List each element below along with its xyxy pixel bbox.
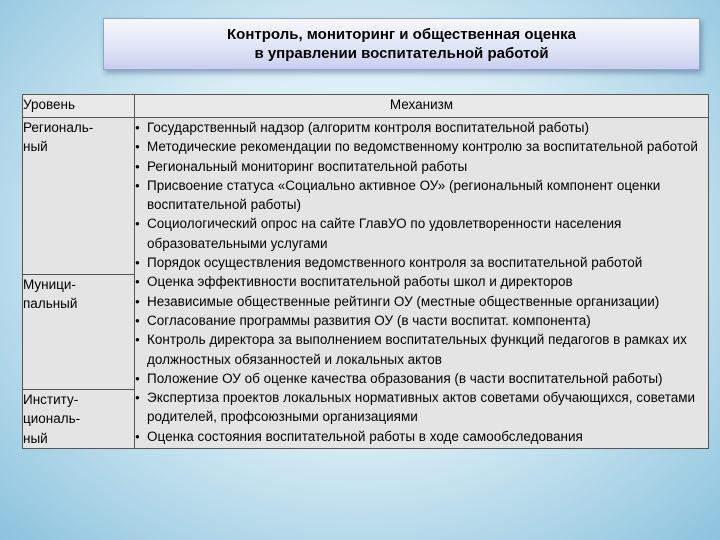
header-mechanism: Механизм: [135, 95, 709, 118]
level-label-regional: Региональ- ный: [23, 120, 94, 155]
mechanism-list: [135, 118, 708, 446]
list-item: ● Согласование программы развития ОУ (в части воспитат. компонента): [135, 311, 708, 330]
title-box: [103, 18, 700, 70]
list-item: ● Оценка эффективности воспитательной работы школ и директоров: [135, 272, 708, 291]
table-body-row: [23, 118, 709, 275]
level-label-municipal: Муници- пальный: [23, 277, 78, 312]
list-item: ● Независимые общественные рейтинги ОУ (местные общественные организации): [135, 292, 708, 311]
list-item: ● Присвоение статуса «Социально активное ОУ» (региональный компонент оценки воспитательной работы): [135, 176, 708, 215]
list-item: ● Региональный мониторинг воспитательной работы: [135, 157, 708, 176]
header-level: Уровень: [23, 95, 135, 118]
level-cell-institutional: [23, 390, 135, 449]
mechanism-table: [22, 94, 709, 449]
list-item: ● Государственный надзор (алгоритм контроля воспитательной работы): [135, 118, 708, 137]
list-item: ● Порядок осуществления ведомственного контроля за воспитательной работой: [135, 253, 708, 272]
list-item: ● Контроль директора за выполнением воспитательных функций педагогов в рамках их должностных обязанностей и локальных актов: [135, 330, 708, 369]
table-header-row: [23, 95, 709, 118]
level-cell-municipal: [23, 275, 135, 390]
list-item: ● Экспертиза проектов локальных нормативных актов советами обучающихся, советами родителей, профсоюзными организациями: [135, 388, 708, 427]
title-line-1: Контроль, мониторинг и общественная оценка: [227, 26, 576, 43]
mechanism-cell: [135, 118, 709, 449]
level-cell-regional: [23, 118, 135, 275]
list-item: ● Положение ОУ об оценке качества образования (в части воспитательной работы): [135, 369, 708, 388]
list-item: ● Социологический опрос на сайте ГлавУО по удовлетворенности населения образовательными услугами: [135, 214, 708, 253]
level-label-institutional: Институ- циональ- ный: [23, 392, 81, 446]
title-line-2: в управлении воспитательной работой: [254, 45, 549, 62]
list-item: ● Оценка состояния воспитательной работы в ходе самообследования: [135, 427, 708, 446]
list-item: ● Методические рекомендации по ведомственному контролю за воспитательной работой: [135, 137, 708, 156]
